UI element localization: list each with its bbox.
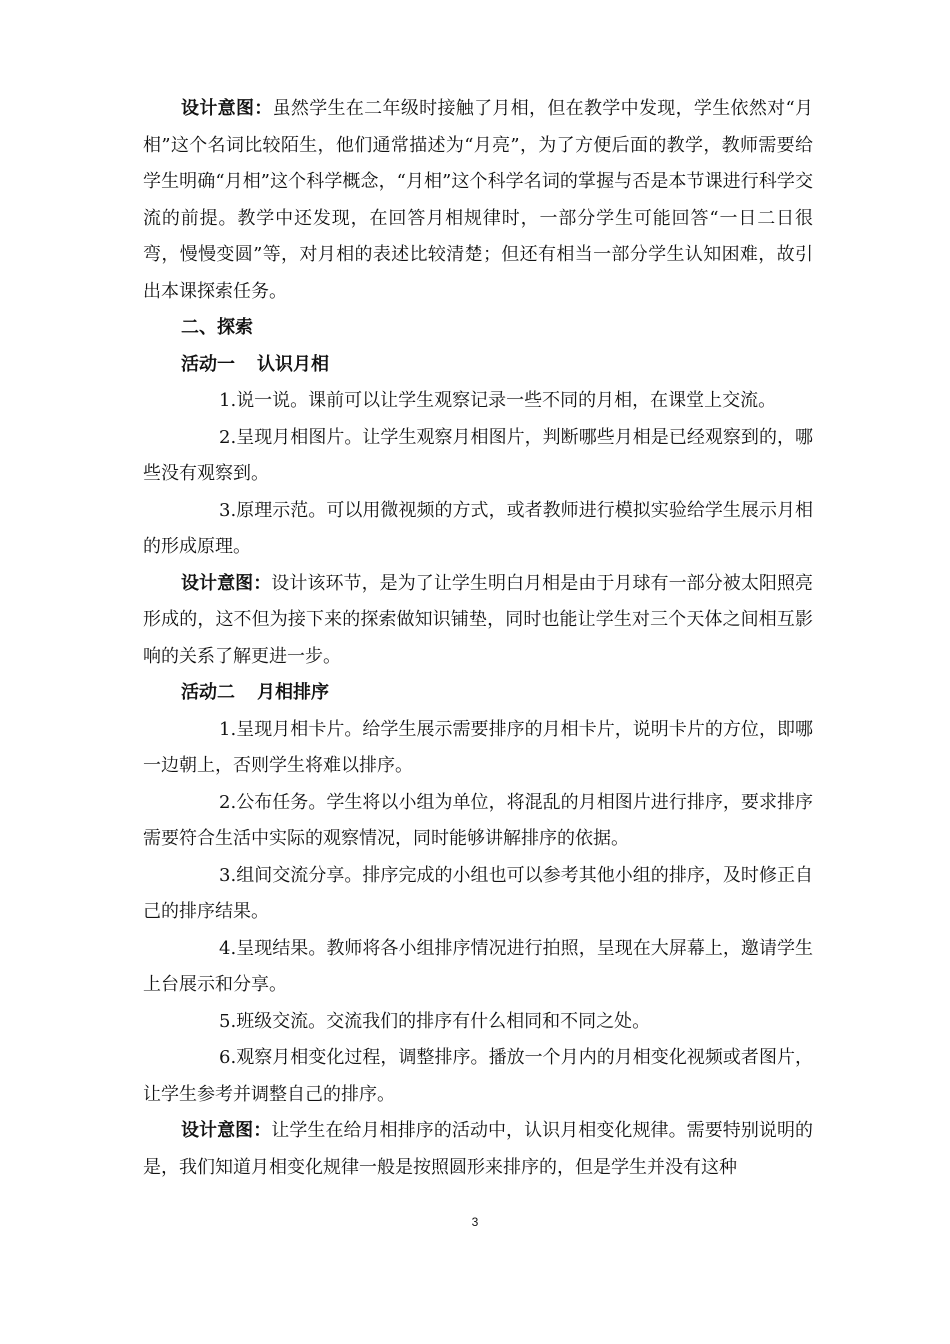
section-heading: 二、探索 [181, 317, 253, 338]
list-item [143, 785, 813, 858]
item-number: 4. [219, 937, 237, 959]
list-item [143, 383, 813, 420]
list-item [143, 1040, 813, 1113]
item-text: 呈现结果。教师将各小组排序情况进行拍照，呈现在大屏幕上，邀请学生上台展示和分享。 [143, 937, 813, 995]
item-text: 观察月相变化过程，调整排序。播放一个月内的月相变化视频或者图片，让学生参考并调整自己的排序。 [143, 1047, 813, 1105]
paragraph-text: 设计该环节，是为了让学生明白月相是由于月球有一部分被太阳照亮形成的，这不但为接下来的探索做知识铺垫，同时也能让学生对三个天体之间相互影响的关系了解更进一步。 [143, 572, 813, 667]
item-number: 3. [219, 864, 237, 886]
list-item [143, 931, 813, 1004]
paragraph-text: 虽然学生在二年级时接触了月相，但在教学中发现，学生依然对“月相”这个名词比较陌生，他们通常描述为“月亮”，为了方便后面的教学，教师需要给学生明确“月相”这个科学概念，“月相”这个科学名词的掌握与否是本节课进行科学交流的前提。教学中还发现，在回答月相规律时，一部分学生可能回答“一日二日很弯，慢慢变圆”等，对月相的表述比较清楚；但还有相当一部分学生认知困难，故引出本课探索任务。 [143, 98, 814, 302]
design-intent-paragraph [143, 1113, 813, 1186]
item-number: 2. [219, 426, 237, 448]
item-number: 1. [219, 390, 237, 411]
activity-label: 活动二 [181, 682, 235, 703]
design-intent-paragraph [143, 91, 813, 310]
activity-heading [143, 347, 813, 384]
activity-title: 月相排序 [257, 682, 329, 703]
list-item [143, 420, 813, 493]
item-text: 说一说。课前可以让学生观察记录一些不同的月相，在课堂上交流。 [236, 390, 777, 411]
activity-title: 认识月相 [257, 353, 329, 375]
item-text: 呈现月相图片。让学生观察月相图片，判断哪些月相是已经观察到的，哪些没有观察到。 [143, 426, 813, 484]
item-text: 公布任务。学生将以小组为单位，将混乱的月相图片进行排序，要求排序需要符合生活中实际的观察情况，同时能够讲解排序的依据。 [143, 791, 813, 849]
design-intent-label: 设计意图： [181, 1120, 272, 1141]
item-text: 原理示范。可以用微视频的方式，或者教师进行模拟实验给学生展示月相的形成原理。 [143, 499, 813, 557]
item-text: 班级交流。交流我们的排序有什么相同和不同之处。 [236, 1010, 651, 1032]
item-number: 1. [219, 718, 237, 740]
item-text: 呈现月相卡片。给学生展示需要排序的月相卡片，说明卡片的方位，即哪一边朝上，否则学生将难以排序。 [143, 718, 813, 776]
item-text: 组间交流分享。排序完成的小组也可以参考其他小组的排序，及时修正自己的排序结果。 [143, 864, 813, 922]
activity-label: 活动一 [181, 353, 235, 375]
design-intent-paragraph [143, 566, 813, 676]
page-number: 3 [471, 1215, 479, 1229]
paragraph-text: 让学生在给月相排序的活动中，认识月相变化规律。需要特别说明的是，我们知道月相变化规律一般是按照圆形来排序的，但是学生并没有这种 [143, 1120, 813, 1178]
item-number: 6. [219, 1047, 237, 1068]
design-intent-label: 设计意图： [181, 98, 273, 119]
list-item [143, 493, 813, 566]
activity-heading [143, 675, 813, 712]
item-number: 5. [219, 1010, 237, 1032]
list-item [143, 712, 813, 785]
design-intent-label: 设计意图： [181, 572, 272, 594]
item-number: 3. [219, 499, 237, 521]
page-body [143, 91, 813, 1186]
list-item [143, 858, 813, 931]
item-number: 2. [219, 791, 237, 813]
list-item [143, 1004, 813, 1041]
